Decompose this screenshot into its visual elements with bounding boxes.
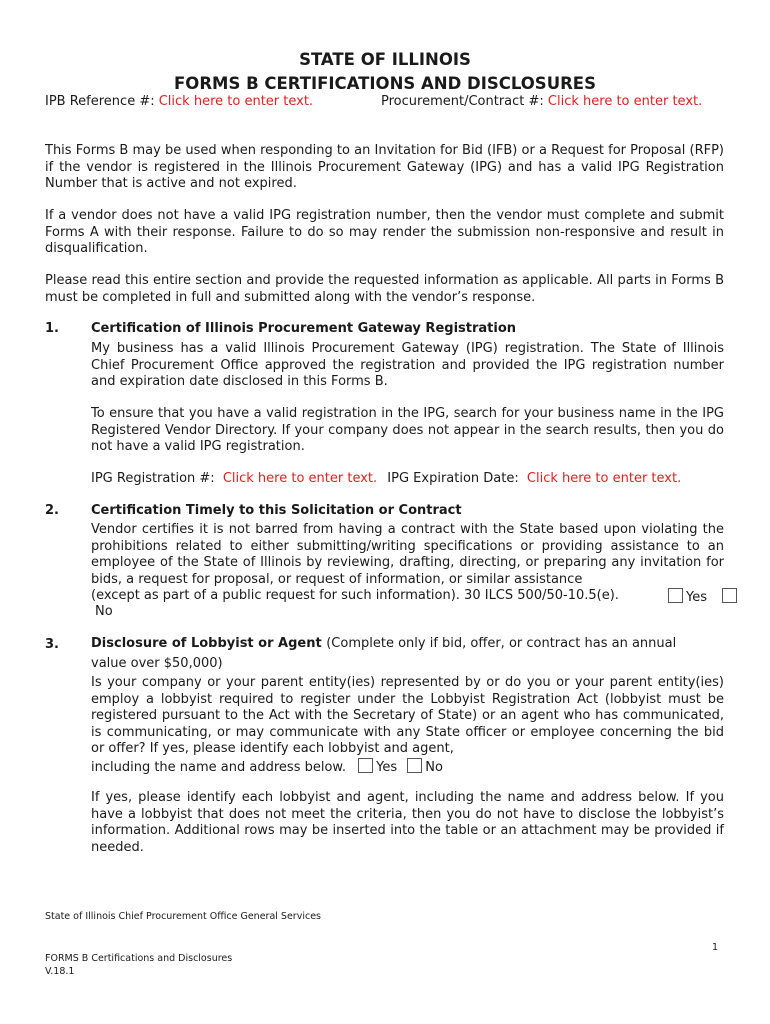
ipg-expiration-field[interactable]: Click here to enter text. bbox=[526, 471, 682, 486]
ipg-registration-line bbox=[91, 471, 681, 486]
section-2-yes-option bbox=[665, 588, 707, 605]
ipb-reference-field[interactable]: Click here to enter text. bbox=[158, 94, 314, 109]
footer-form-name: FORMS B Certifications and Disclosures bbox=[45, 953, 233, 964]
ipg-registration-field[interactable]: Click here to enter text. bbox=[222, 471, 378, 486]
section-3-heading-continued: value over $50,000) bbox=[91, 656, 223, 671]
section-3-paragraph-2: If yes, please identify each lobbyist and agent, including the name and address below. If you have a lobbyist that does not meet the criteria, then you do not have to disclose the lobbyist’s information. Additional rows may be inserted into the table or an attachment may be provided if needed. bbox=[91, 790, 724, 855]
section-3-no-label: No bbox=[425, 760, 443, 775]
section-3-yes-label: Yes bbox=[376, 760, 398, 775]
section-2-no-label: No bbox=[95, 604, 113, 619]
section-2-citation: (except as part of a public request for such information). 30 ILCS 500/50-10.5(e). bbox=[91, 588, 619, 603]
section-1-heading: Certification of Illinois Procurement Gateway Registration bbox=[91, 321, 517, 336]
section-2-no-checkbox[interactable] bbox=[722, 588, 737, 603]
footer-version: V.18.1 bbox=[45, 966, 75, 977]
form-title: FORMS B CERTIFICATIONS AND DISCLOSURES bbox=[174, 74, 596, 93]
ipg-registration-label: IPG Registration #: bbox=[91, 471, 215, 486]
section-2-yes-label: Yes bbox=[686, 590, 707, 605]
section-3-number: 3. bbox=[45, 637, 59, 652]
section-3-heading-line bbox=[91, 636, 676, 651]
section-2-last-line bbox=[91, 588, 619, 603]
state-title: STATE OF ILLINOIS bbox=[299, 50, 471, 69]
section-3-last-line-text: including the name and address below. bbox=[91, 760, 346, 775]
section-3-no-checkbox[interactable] bbox=[407, 758, 422, 773]
intro-paragraph-1: This Forms B may be used when responding to an Invitation for Bid (IFB) or a Request for Proposal (RFP) if the vendor is registered in the Illinois Procurement Gateway (IPG) and has a valid IPG Registration Number that is active and not expired. bbox=[45, 143, 724, 192]
page-number: 1 bbox=[712, 942, 719, 953]
section-2-no-checkbox-wrap bbox=[719, 588, 740, 605]
intro-paragraph-3: Please read this entire section and provide the requested information as applicable. All parts in Forms B must be completed in full and submitted along with the vendor’s response. bbox=[45, 273, 724, 305]
section-1-number: 1. bbox=[45, 321, 59, 336]
ipg-expiration-label: IPG Expiration Date: bbox=[387, 471, 519, 486]
section-3-body: Is your company or your parent entity(ies) represented by or do you or your parent entity(ies) employ a lobbyist required to register under the Lobbyist Registration Act (lobbyist must be registered pursuant to the Act with the Secretary of State) or an agent who has communicated, is communicating, or may communicate with any State officer or employee concerning the bid or offer? If yes, please identify each lobbyist and agent, bbox=[91, 675, 724, 757]
ipb-reference bbox=[45, 94, 313, 109]
section-2-number: 2. bbox=[45, 503, 59, 518]
section-1-paragraph-2: To ensure that you have a valid registration in the IPG, search for your business name in the IPG Registered Vendor Directory. If your company does not appear in the search results, then you do not have a valid IPG registration. bbox=[91, 406, 724, 455]
footer-office: State of Illinois Chief Procurement Office General Services bbox=[45, 911, 321, 922]
procurement-contract-reference bbox=[381, 94, 702, 109]
section-3-last-line bbox=[91, 758, 443, 775]
intro-paragraph-2: If a vendor does not have a valid IPG registration number, then the vendor must complete and submit Forms A with their response. Failure to do so may render the submission non-responsive and result in disqualification. bbox=[45, 208, 724, 257]
procurement-contract-field[interactable]: Click here to enter text. bbox=[547, 94, 703, 109]
section-3-heading-note: (Complete only if bid, offer, or contract has an annual bbox=[326, 636, 677, 651]
section-3-heading: Disclosure of Lobbyist or Agent bbox=[91, 636, 322, 651]
section-2-yes-checkbox[interactable] bbox=[668, 588, 683, 603]
section-1-paragraph-1: My business has a valid Illinois Procurement Gateway (IPG) registration. The State of Illinois Chief Procurement Office approved the registration and provided the IPG registration number and expiration date disclosed in this Forms B. bbox=[91, 341, 724, 390]
section-2-body: Vendor certifies it is not barred from having a contract with the State based upon violating the prohibitions related to either submitting/writing specifications or providing assistance to an employee of the State of Illinois by reviewing, drafting, directing, or preparing any invitation for bids, a request for proposal, or request of information, or similar assistance bbox=[91, 522, 724, 587]
section-3-yes-checkbox[interactable] bbox=[358, 758, 373, 773]
procurement-contract-label: Procurement/Contract #: bbox=[381, 94, 544, 109]
section-2-heading: Certification Timely to this Solicitation or Contract bbox=[91, 503, 462, 518]
ipb-reference-label: IPB Reference #: bbox=[45, 94, 155, 109]
